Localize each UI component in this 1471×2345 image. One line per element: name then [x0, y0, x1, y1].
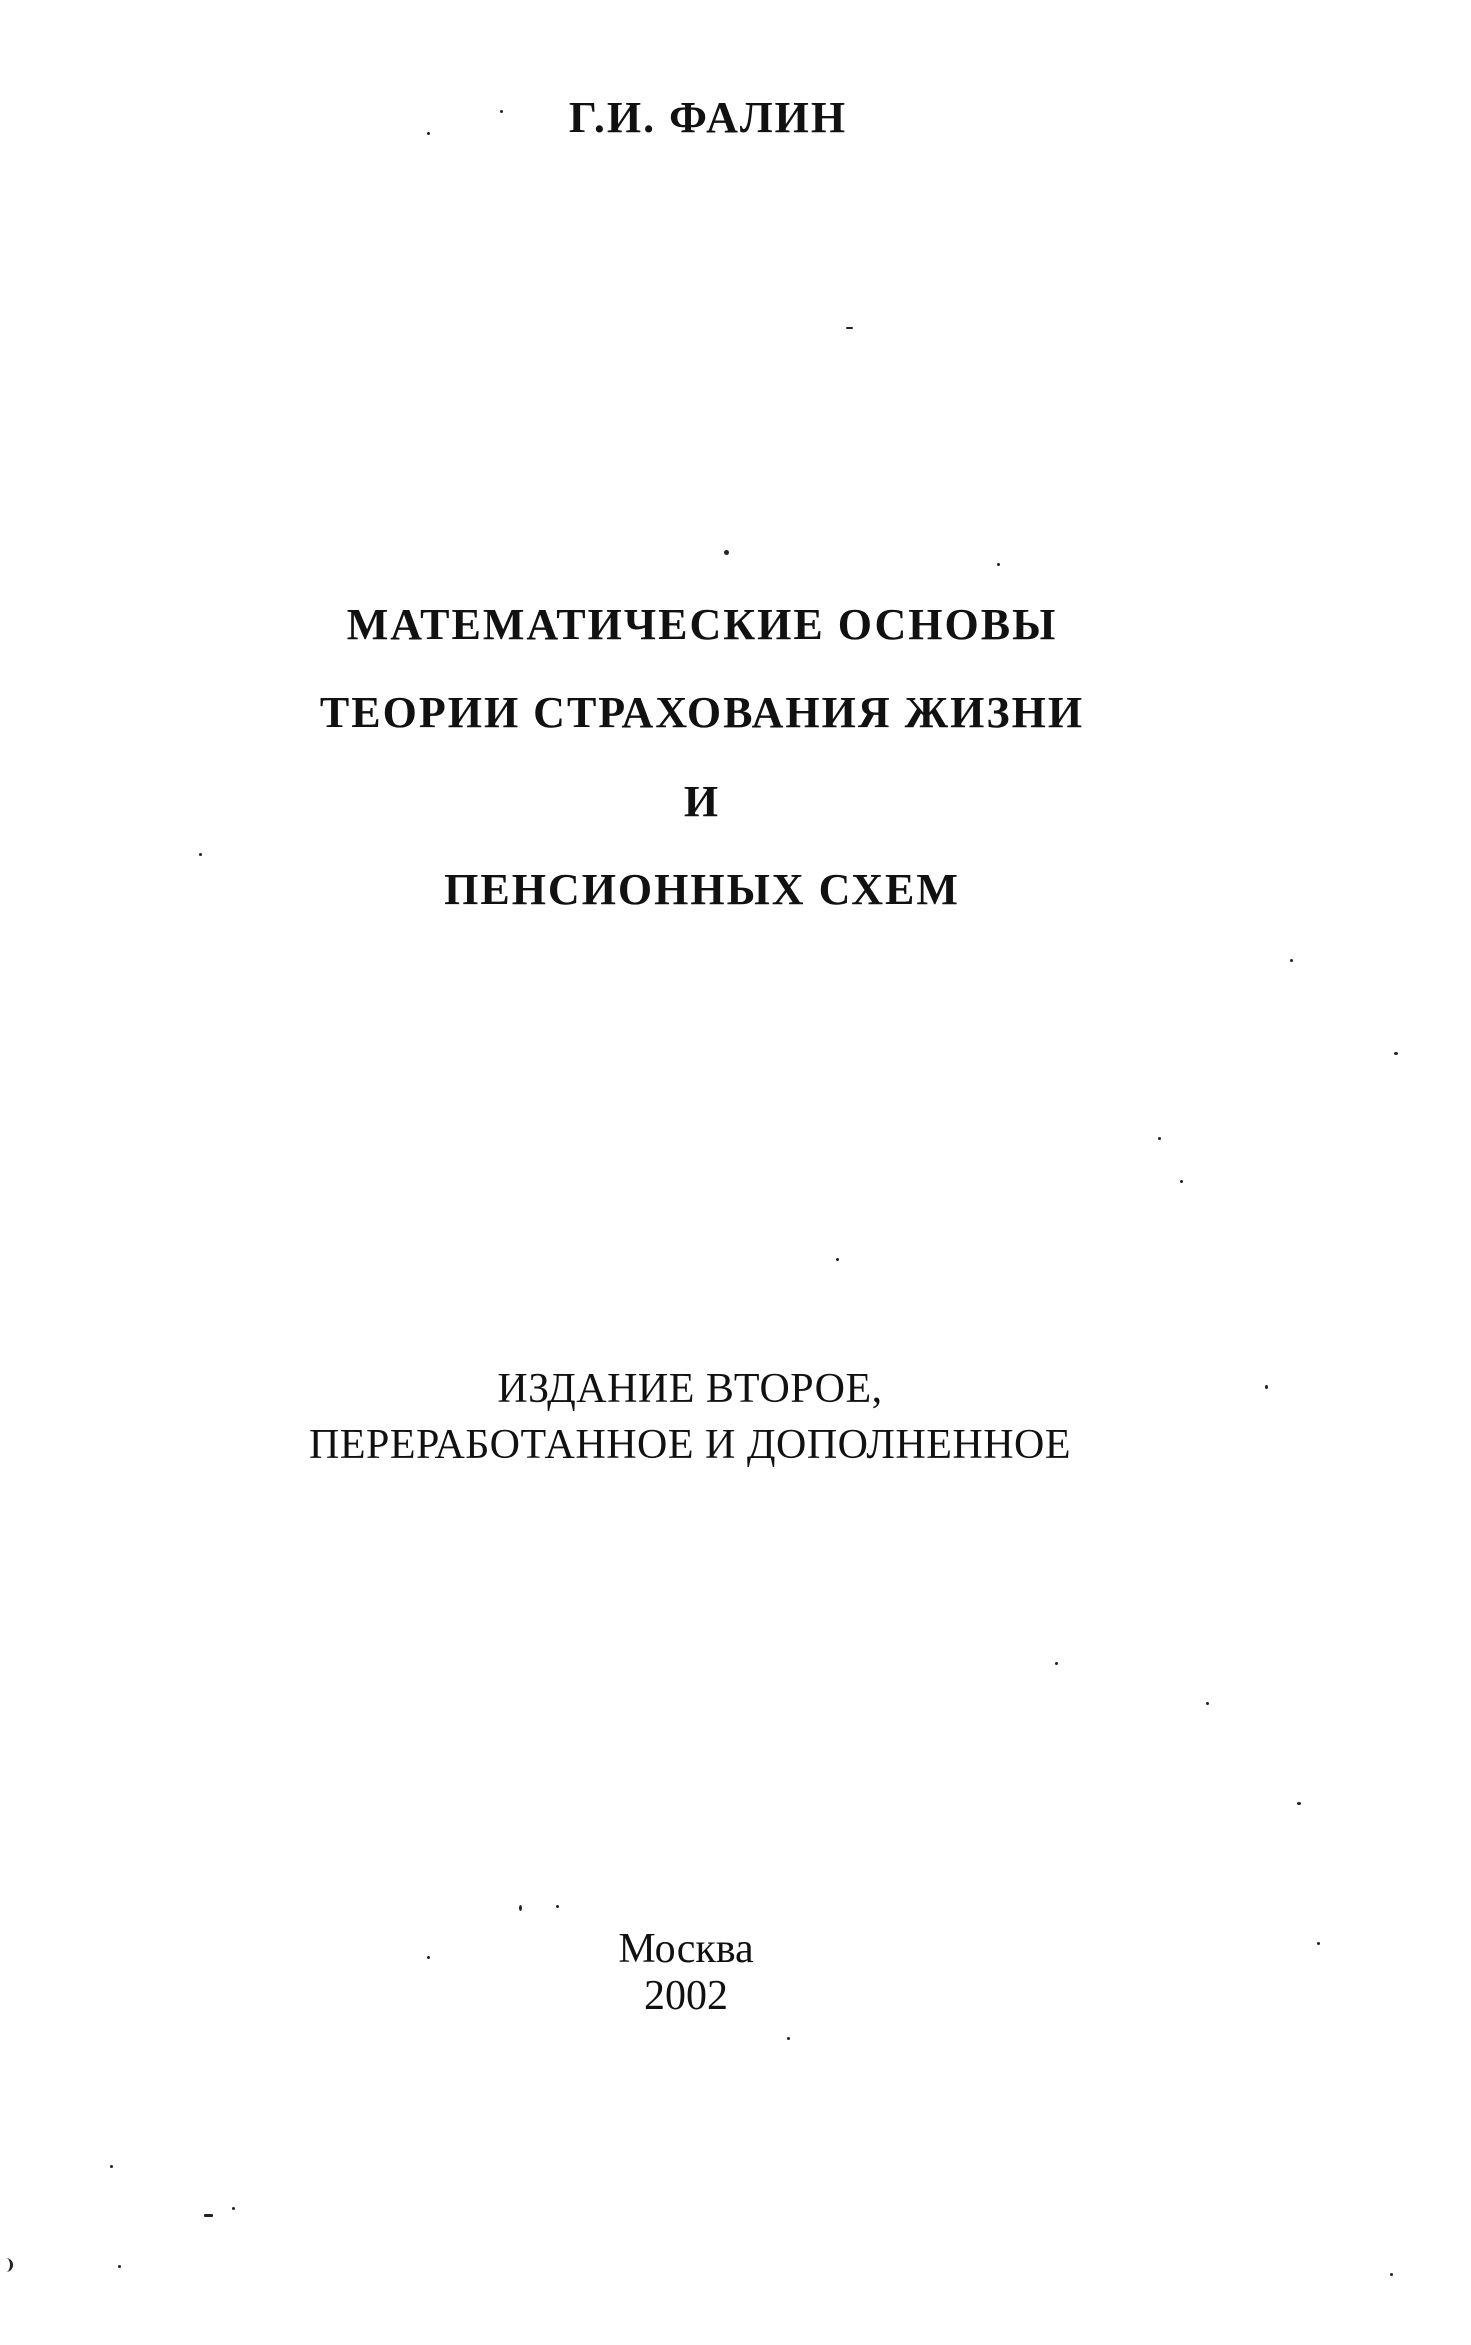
edition-line-1: ИЗДАНИЕ ВТОРОЕ,	[497, 1366, 883, 1412]
scan-speck	[1206, 1702, 1209, 1705]
book-title-line-4: ПЕНСИОННЫХ СХЕМ	[444, 865, 960, 914]
scan-speck	[1290, 959, 1293, 962]
scan-speck	[1317, 1942, 1320, 1945]
scan-speck	[204, 2214, 213, 2217]
scan-speck	[846, 327, 853, 329]
scan-speck	[519, 1905, 522, 1911]
edition-line-2: ПЕРЕРАБОТАННОЕ И ДОПОЛНЕННОЕ	[308, 1422, 1072, 1468]
scan-speck	[1394, 1052, 1398, 1055]
publication-year: 2002	[644, 1973, 728, 2019]
book-title-line-1: МАТЕМАТИЧЕСКИЕ ОСНОВЫ	[346, 600, 1058, 649]
book-title-line-3: И	[683, 777, 721, 826]
scan-mark	[2, 2258, 13, 2272]
scan-speck	[1180, 1180, 1183, 1183]
scan-speck	[500, 110, 503, 113]
scan-speck	[724, 550, 729, 555]
publication-city: Москва	[618, 1926, 754, 1972]
scan-speck	[1055, 1662, 1058, 1665]
scan-speck	[1390, 2273, 1393, 2276]
scan-speck	[427, 1956, 430, 1959]
scan-speck	[1265, 1385, 1268, 1389]
scan-speck	[997, 563, 1000, 566]
scan-speck	[556, 1905, 559, 1908]
scan-speck	[787, 2037, 790, 2040]
author-name: Г.И. ФАЛИН	[568, 93, 848, 142]
scan-speck	[110, 2165, 113, 2168]
scan-speck	[232, 2207, 235, 2210]
book-title-line-2: ТЕОРИИ СТРАХОВАНИЯ ЖИЗНИ	[319, 688, 1085, 737]
scan-speck	[199, 853, 202, 856]
scan-speck	[1158, 1137, 1161, 1140]
scan-speck	[427, 132, 430, 135]
scan-speck	[1297, 1802, 1301, 1805]
scan-speck	[118, 2265, 121, 2268]
scan-speck	[836, 1258, 839, 1261]
